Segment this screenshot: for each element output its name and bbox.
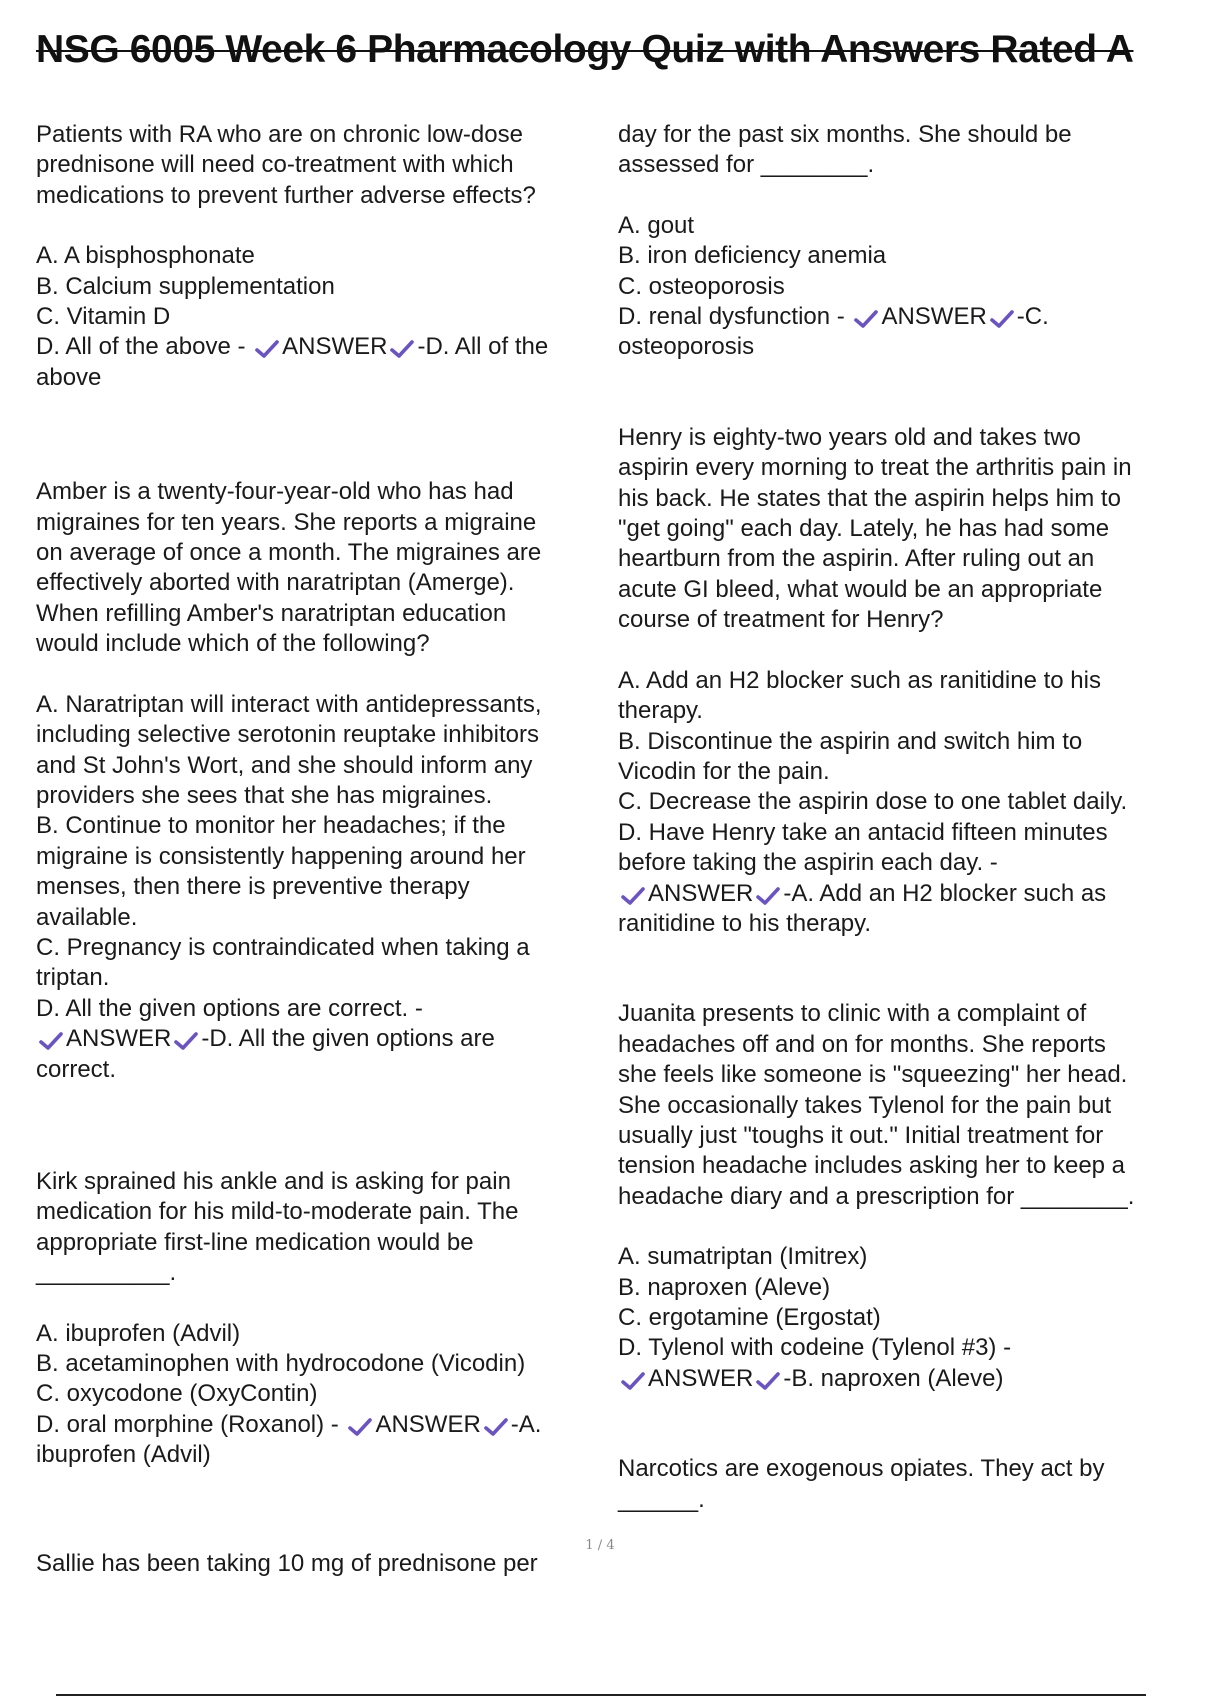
answer-option: B. Discontinue the aspirin and switch him to — [618, 727, 1083, 755]
answer-option: Vicodin for the pain. — [618, 757, 830, 785]
correct-answer: -A. Add an H2 blocker such as — [783, 879, 1107, 907]
answer-option: B. naproxen (Aleve) — [618, 1273, 831, 1301]
correct-answer: -B. naproxen (Aleve) — [783, 1364, 1004, 1392]
question-sallie-prednisone — [36, 1549, 606, 1579]
answer-option: A. ibuprofen (Advil) — [36, 1319, 241, 1347]
answer-option: and St John's Wort, and she should inform any — [36, 751, 533, 779]
answer-option: available. — [36, 903, 138, 931]
checkmark-icon — [348, 1417, 372, 1437]
answer-option: B. Continue to monitor her headaches; if the — [36, 812, 506, 840]
answer-label: ANSWER — [282, 333, 388, 361]
question-stem: Patients with RA who are on chronic low-dose — [36, 121, 523, 148]
correct-answer: -A. — [510, 1410, 542, 1438]
answer-option: C. oxycodone (OxyContin) — [36, 1380, 318, 1408]
answer-option: C. osteoporosis — [618, 272, 785, 300]
answer-option: D. All the given options are correct. - — [36, 994, 423, 1022]
question-stem: medication for his mild-to-moderate pain. The — [36, 1198, 519, 1226]
document-title: NSG 6005 Week 6 Pharmacology Quiz with Answers Rated A — [36, 28, 1134, 71]
question-stem: prednisone will need co-treatment with which — [36, 151, 514, 179]
question-stem: assessed for ________. — [618, 151, 875, 179]
answer-label: ANSWER — [648, 1364, 754, 1392]
correct-answer: above — [36, 363, 102, 391]
answer-option: A. Naratriptan will interact with antidepressants, — [36, 690, 542, 718]
answer-option: migraine is consistently happening around her — [36, 842, 526, 870]
question-stem: appropriate first-line medication would be — [36, 1228, 474, 1256]
page-number: 1 / 4 — [585, 1538, 615, 1553]
answer-option: C. Pregnancy is contraindicated when taking a — [36, 933, 530, 961]
question-stem: ______. — [618, 1485, 705, 1513]
answer-line — [36, 1410, 606, 1440]
answer-label: ANSWER — [881, 303, 987, 331]
answer-option: C. Vitamin D — [36, 303, 171, 331]
checkmark-icon — [621, 1371, 645, 1391]
right-column — [618, 120, 1218, 1540]
question-stem: migraines for ten years. She reports a migraine — [36, 508, 537, 536]
answer-option: D. All of the above - — [36, 333, 253, 361]
question-stem: aspirin every morning to treat the arthritis pain in — [618, 454, 1132, 482]
answer-option: A. sumatriptan (Imitrex) — [618, 1243, 868, 1271]
question-stem: Juanita presents to clinic with a complaint of — [618, 1000, 1087, 1028]
checkmark-icon — [390, 339, 414, 359]
answer-line — [618, 1364, 1218, 1394]
question-stem: tension headache includes asking her to keep a — [618, 1152, 1126, 1180]
question-stem: "get going" each day. Lately, he has had some — [618, 515, 1110, 543]
answer-option: A. Add an H2 blocker such as ranitidine to his — [618, 666, 1101, 694]
question-amber-naratriptan — [36, 477, 606, 1085]
answer-option: A. A bisphosphonate — [36, 242, 255, 270]
correct-answer: ibuprofen (Advil) — [36, 1441, 211, 1469]
answer-option: therapy. — [618, 697, 703, 725]
answer-option: including selective serotonin reuptake inhibitors — [36, 721, 539, 749]
checkmark-icon — [174, 1031, 198, 1051]
answer-line — [36, 1024, 606, 1054]
question-stem: She occasionally takes Tylenol for the pain but — [618, 1091, 1112, 1119]
question-stem: would include which of the following? — [36, 630, 430, 658]
question-narcotics-opiates — [618, 1454, 1218, 1515]
question-juanita-headache — [618, 999, 1218, 1394]
question-stem: __________. — [36, 1259, 177, 1287]
answer-label: ANSWER — [375, 1410, 481, 1438]
question-stem: effectively aborted with naratriptan (Amerge). — [36, 569, 515, 597]
question-stem: acute GI bleed, what would be an appropriate — [618, 575, 1103, 603]
question-sallie-continued — [618, 120, 1218, 363]
checkmark-icon — [756, 1371, 780, 1391]
question-rheumatoid-prednisone — [36, 120, 606, 393]
answer-option: D. Tylenol with codeine (Tylenol #3) - — [618, 1334, 1012, 1362]
correct-answer: correct. — [36, 1055, 117, 1083]
question-stem: his back. He states that the aspirin helps him to — [618, 484, 1121, 512]
answer-option: D. Have Henry take an antacid fifteen minutes — [618, 818, 1108, 846]
correct-answer: ranitidine to his therapy. — [618, 909, 872, 937]
question-stem: Amber is a twenty-four-year-old who has had — [36, 478, 514, 506]
answer-option: before taking the aspirin each day. - — [618, 849, 998, 877]
answer-option: D. renal dysfunction - — [618, 303, 852, 331]
correct-answer: -C. — [1016, 303, 1049, 331]
checkmark-icon — [990, 309, 1014, 329]
correct-answer: -D. All of the — [417, 333, 549, 361]
question-stem: course of treatment for Henry? — [618, 606, 944, 634]
checkmark-icon — [39, 1031, 63, 1051]
question-kirk-ankle — [36, 1167, 606, 1471]
checkmark-icon — [854, 309, 878, 329]
checkmark-icon — [255, 339, 279, 359]
answer-line — [618, 879, 1218, 909]
question-stem: Henry is eighty-two years old and takes two — [618, 423, 1081, 451]
answer-option: C. ergotamine (Ergostat) — [618, 1304, 881, 1331]
answer-option: C. Decrease the aspirin dose to one tablet daily. — [618, 788, 1128, 816]
question-stem: Narcotics are exogenous opiates. They act by — [618, 1455, 1105, 1483]
answer-option: B. Calcium supplementation — [36, 272, 335, 300]
correct-answer: osteoporosis — [618, 333, 755, 361]
checkmark-icon — [756, 886, 780, 906]
checkmark-icon — [621, 886, 645, 906]
question-stem: usually just "toughs it out." Initial treatment for — [618, 1121, 1104, 1149]
question-stem: Kirk sprained his ankle and is asking for pain — [36, 1167, 511, 1195]
question-henry-aspirin — [618, 423, 1218, 940]
answer-option: B. acetaminophen with hydrocodone (Vicodin) — [36, 1350, 526, 1377]
checkmark-icon — [484, 1417, 508, 1437]
question-stem: medications to prevent further adverse effects? — [36, 181, 536, 209]
correct-answer: -D. All the given options are — [201, 1025, 495, 1053]
question-stem: heartburn from the aspirin. After ruling out an — [618, 545, 1095, 573]
answer-option: triptan. — [36, 964, 110, 992]
answer-option: providers she sees that she has migraines. — [36, 781, 493, 809]
question-stem: headache diary and a prescription for ________. — [618, 1182, 1135, 1210]
answer-option: A. gout — [618, 211, 695, 239]
answer-line — [618, 302, 1218, 332]
question-stem: on average of once a month. The migraines are — [36, 539, 542, 567]
answer-line — [36, 332, 606, 362]
question-stem: headaches off and on for months. She reports — [618, 1030, 1106, 1058]
answer-label: ANSWER — [648, 879, 754, 907]
answer-option: B. iron deficiency anemia — [618, 242, 887, 270]
question-stem: day for the past six months. She should be — [618, 121, 1072, 148]
question-stem: she feels like someone is "squeezing" her head. — [618, 1061, 1128, 1089]
answer-option: D. oral morphine (Roxanol) - — [36, 1410, 346, 1438]
question-stem: Sallie has been taking 10 mg of prednisone per — [36, 1549, 538, 1577]
footer-divider — [56, 1694, 1146, 1696]
answer-label: ANSWER — [66, 1025, 172, 1053]
question-stem: When refilling Amber's naratriptan education — [36, 599, 507, 627]
answer-option: menses, then there is preventive therapy — [36, 873, 470, 901]
